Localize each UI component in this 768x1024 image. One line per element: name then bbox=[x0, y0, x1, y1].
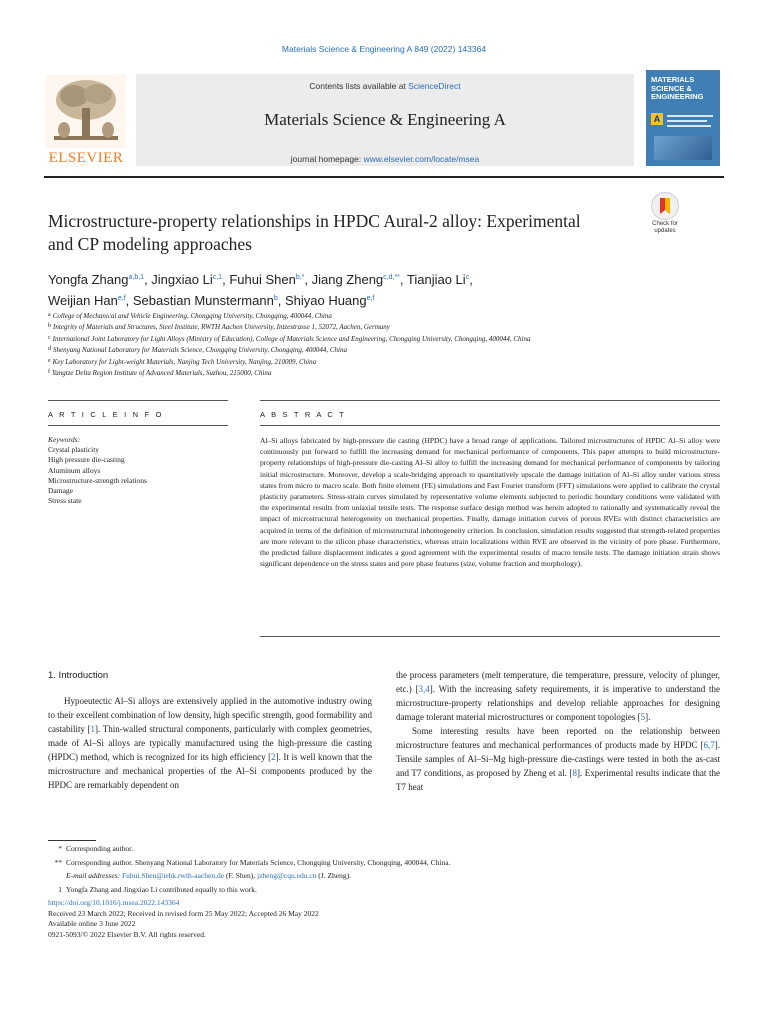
homepage-prefix: journal homepage: bbox=[290, 154, 364, 164]
intro-paragraph bbox=[396, 668, 720, 724]
email-label: E-mail addresses: bbox=[66, 871, 121, 880]
email-owner: (F. Shen), bbox=[224, 871, 258, 880]
author-affiliation-marks[interactable]: e,f bbox=[117, 295, 126, 302]
paper-title bbox=[48, 210, 628, 256]
citation-link[interactable]: 8 bbox=[572, 768, 577, 778]
affiliation-text: College of Mechanical and Vehicle Engineering, Chongqing University, Chongqing, 400044, China bbox=[52, 312, 332, 320]
footnote-text: Corresponding author. Shenyang National Laboratory for Materials Science, Chongqing University, Chongqing, 400044, China. bbox=[66, 857, 451, 867]
doi-link[interactable]: https://doi.org/10.1016/j.msea.2022.143364 bbox=[48, 898, 180, 907]
author-affiliation-marks[interactable]: c bbox=[465, 274, 470, 281]
cover-image bbox=[654, 136, 712, 160]
abstract-heading: A B S T R A C T bbox=[260, 410, 346, 419]
author-affiliation-marks[interactable]: c,1 bbox=[212, 274, 223, 281]
footnote-item bbox=[48, 842, 688, 856]
affiliation-item bbox=[48, 344, 708, 355]
intro-paragraph bbox=[396, 724, 720, 794]
author-affiliation-marks[interactable]: b,* bbox=[295, 274, 305, 281]
check-updates-label bbox=[648, 221, 682, 234]
affiliation-letter: a bbox=[48, 312, 51, 318]
header-rule bbox=[44, 176, 724, 178]
author-name[interactable]: Yongfa Zhang bbox=[48, 272, 129, 287]
cover-text-line bbox=[667, 120, 707, 122]
cover-title bbox=[651, 76, 704, 102]
keyword-item[interactable]: Crystal plasticity bbox=[48, 445, 100, 455]
journal-masthead bbox=[44, 70, 724, 170]
journal-cover-thumbnail[interactable] bbox=[646, 70, 720, 166]
author-affiliation-marks[interactable]: a,b,1 bbox=[128, 274, 145, 281]
affiliation-text: Key Laboratory for Light-weight Materials, Nanjing Tech University, Nanjing, 210009, China bbox=[52, 357, 317, 366]
author-affiliation-marks[interactable]: b bbox=[273, 295, 278, 302]
affiliation-text: Shenyang National Laboratory for Materials Science, Chongqing University, Chongqing, 400044, China bbox=[53, 346, 347, 355]
footnote-emails bbox=[48, 869, 688, 883]
citation-link[interactable]: 1 bbox=[90, 724, 96, 734]
body-text: ]. Experimental results indicate that the T7 heat bbox=[396, 768, 720, 792]
body-text: the process parameters (melt temperature, die temperature, pressure, velocity of plunger, etc.) [ bbox=[396, 670, 720, 694]
article-info-rule bbox=[48, 425, 228, 426]
article-info-top-rule bbox=[48, 400, 228, 401]
body-text: Hypoeutectic Al–Si alloys are extensively applied in the automotive industry owing to their excellent combination of low density, high specific strength, good formability and castability [ bbox=[48, 696, 372, 734]
affiliation-letter: c bbox=[48, 334, 51, 341]
keywords-section bbox=[48, 435, 228, 506]
affiliation-letter: f bbox=[48, 369, 50, 376]
citation-link[interactable]: 2 bbox=[271, 752, 276, 762]
keyword-item[interactable]: Stress state bbox=[48, 496, 82, 506]
footnote-rule bbox=[48, 840, 96, 841]
affiliation-item bbox=[48, 310, 708, 321]
author-name[interactable]: Sebastian Munstermann bbox=[132, 293, 274, 308]
received-dates: Received 23 March 2022; Received in revised form 25 May 2022; Accepted 26 May 2022 bbox=[48, 908, 319, 918]
affiliation-text: Yangtze Delta Region Institute of Advanced Materials, Suzhou, 215000, China bbox=[52, 369, 272, 378]
email-owner: (J. Zheng). bbox=[316, 871, 351, 880]
journal-info-box bbox=[136, 74, 634, 166]
affiliation-item bbox=[48, 321, 708, 332]
elsevier-logo[interactable] bbox=[44, 70, 128, 170]
footnote-item bbox=[48, 883, 688, 897]
keyword-item[interactable]: Damage bbox=[48, 486, 73, 496]
affiliation-item bbox=[48, 333, 708, 344]
publisher-name: ELSEVIER bbox=[48, 150, 124, 166]
copyright: 0921-5093/© 2022 Elsevier B.V. All rights reserved. bbox=[48, 929, 206, 939]
abstract-bottom-rule bbox=[260, 636, 720, 637]
affiliation-letter: d bbox=[48, 346, 51, 353]
article-info-heading: A R T I C L E I N F O bbox=[48, 410, 164, 419]
keywords-title: Keywords: bbox=[48, 435, 81, 444]
journal-reference[interactable]: Materials Science & Engineering A 849 (2022) 143364 bbox=[281, 44, 487, 54]
affiliation-letter: b bbox=[48, 323, 51, 330]
homepage-line bbox=[136, 154, 634, 164]
journal-homepage-link[interactable]: www.elsevier.com/locate/msea bbox=[363, 154, 480, 164]
email-link[interactable]: jzheng@cqu.edu.cn bbox=[257, 871, 317, 880]
check-for-updates-button[interactable] bbox=[648, 192, 682, 234]
contents-line bbox=[136, 81, 634, 91]
keyword-item[interactable]: Aluminum alloys bbox=[48, 465, 101, 475]
body-text: ]. With the increasing safety requirements, it is imperative to understand the microstructure-property relationships and develop reliable approaches for designing damage tolerant material microstructures or component topologies [ bbox=[396, 684, 720, 722]
keyword-item[interactable]: High pressure die-casting bbox=[48, 455, 125, 465]
footnote-item bbox=[48, 856, 688, 870]
author-name[interactable]: Fuhui Shen bbox=[229, 272, 296, 287]
cover-letter: A bbox=[651, 113, 663, 125]
author-affiliation-marks[interactable]: e,f bbox=[366, 295, 375, 302]
author-name[interactable]: Weijian Han bbox=[48, 293, 118, 308]
author-name[interactable]: Tianjiao Li bbox=[406, 272, 466, 287]
abstract-rule bbox=[260, 425, 720, 426]
footnote-text: Corresponding author. bbox=[66, 844, 134, 853]
author-list: Yongfa Zhang$^{a,b,1}$, Jingxiao Li$^{c,1}$, Fuhui Shen$^{b,*}$, Jiang Zheng$^{c,d,**}$, Tianjiao Li$^c$, Weijian Han$^{e,f}$, Sebastian Munstermann$^b$, Shiyao Huang$^{e,f}$ bbox=[48, 272, 473, 308]
citation-link[interactable]: 3,4 bbox=[418, 684, 430, 694]
body-column-right bbox=[396, 668, 720, 794]
author-affiliation-marks[interactable]: c,d,** bbox=[383, 274, 400, 281]
affiliation-text: International Joint Laboratory for Light Alloys (Ministry of Education), College of Materials Science and Engineering, Chongqing University, Chongqing, 400044, China bbox=[52, 334, 531, 343]
check-updates-line-1: Check for bbox=[652, 221, 678, 227]
affiliation-item bbox=[48, 356, 708, 367]
body-text: ]. It is well known that the microstructure and mechanical properties of the Al–Si components produced by the HPDC are remarkably dependent on bbox=[48, 752, 372, 790]
author-name[interactable]: Shiyao Huang bbox=[284, 293, 367, 308]
cover-text-line bbox=[667, 115, 713, 117]
email-link[interactable]: Fuhui.Shen@iehk.rwth-aachen.de bbox=[121, 871, 225, 880]
introduction-heading: 1. Introduction bbox=[48, 670, 109, 681]
affiliation-letter: e bbox=[48, 357, 51, 364]
abstract-text: Al–Si alloys fabricated by high-pressure die casting (HPDC) have a broad range of applications. Tailored microstructures of HPDC Al–Si alloy were continuously put forward to fulfill the increasing demand for mechanical performance of components. This paper attempts to build microstructure-property relationships of high-pressure die-casting Al–Si alloy to fulfill the increasing demand for mechanical performance of components by tailoring initial microstructure. Moreover, develop a scale-bridging approach to quantitatively upscale the damage initiation of Al–Si alloy under various stress states from micro to macro scale. Both finite element (FE) simulations and Fast Fourier transform (FFT) simulations were applied to calibrate the crystal plasticity parameters. Stress-strain curves simulated by representative volume elements subjected to periodic boundary conditions were validated with the experimental results from uniaxial tensile tests. The response surface design method was herein adopted to rationally and systematically reveal the impact of microstructural heterogeneity on mechanical properties. Finally, damage initiation curves of porous RVEs with distinct characteristics are acquired in terms of the definition of microstructural inhomogeneity criterion. In conclusion, simulation results suggested that strength-related properties are more relevant to the silicon phase characteristics, whereas strain localizations within RVE are observed in the vicinity of pore phase. Furthermore, the predicted failure displacement indicates a good agreement with the experimental results of macro tensile tests. The damage initiation strain shows significant dependence on the stress states and pore phase features (size, volume fraction and morphology). bbox=[260, 436, 720, 569]
author-name[interactable]: Jiang Zheng bbox=[311, 272, 384, 287]
footnotes bbox=[48, 842, 688, 896]
affiliation-item bbox=[48, 367, 708, 378]
paper-title-line-1: Microstructure-property relationships in HPDC Aural-2 alloy: Experimental bbox=[48, 211, 581, 231]
sciencedirect-link[interactable]: ScienceDirect bbox=[408, 81, 461, 91]
cover-title-line-1: MATERIALS bbox=[651, 75, 695, 84]
paper-title-line-2: and CP modeling approaches bbox=[48, 234, 252, 254]
journal-name[interactable]: Materials Science & Engineering A bbox=[264, 110, 506, 129]
cover-title-line-2: SCIENCE & bbox=[651, 83, 692, 93]
body-text: Some interesting results have been reported on the relationship between microstructure features and mechanical performances of products made by HPDC [ bbox=[396, 726, 720, 750]
footnote-text: Yongfa Zhang and Jingxiao Li contributed equally to this work. bbox=[66, 884, 257, 894]
footnote-mark: ** bbox=[54, 857, 62, 867]
cover-title-line-3: ENGINEERING bbox=[651, 92, 704, 101]
elsevier-tree-icon bbox=[46, 74, 126, 148]
footnote-mark: 1 bbox=[58, 884, 62, 894]
publication-info bbox=[48, 898, 688, 940]
footnote-mark: * bbox=[58, 844, 62, 853]
keyword-item[interactable]: Microstructure-strength relations bbox=[48, 475, 147, 485]
body-column-left bbox=[48, 694, 372, 792]
check-updates-icon bbox=[651, 192, 679, 220]
body-text: ]. Thin-walled structural components, particularly with complex geometries, made of Al–Si alloys are typically manufactured using the high-pressure die casting (HPDC) method, which is recognized for its high efficiency [ bbox=[48, 724, 372, 762]
intro-paragraph bbox=[48, 694, 372, 792]
affiliation-text: Integrity of Materials and Structures, Steel Institute, RWTH Aachen University, Intzestrasse 1, 52072, Aachen, Germany bbox=[53, 323, 390, 332]
citation-link[interactable]: 6,7 bbox=[703, 740, 715, 750]
author-name[interactable]: Jingxiao Li bbox=[151, 272, 213, 287]
cover-text-line bbox=[667, 125, 711, 127]
available-online: Available online 3 June 2022 bbox=[48, 919, 136, 928]
citation-link[interactable]: 5 bbox=[640, 712, 646, 722]
contents-prefix: Contents lists available at bbox=[309, 81, 409, 91]
body-text: ]. Tensile samples of Al–Si–Mg high-pressure die-castings were tested in both the as-cast and T7 conditions, as proposed by Zheng et al. [ bbox=[396, 740, 720, 778]
affiliation-list bbox=[48, 310, 708, 378]
check-updates-line-2: updates bbox=[654, 227, 676, 234]
abstract-top-rule bbox=[260, 400, 720, 401]
body-text: ]. bbox=[645, 712, 651, 722]
